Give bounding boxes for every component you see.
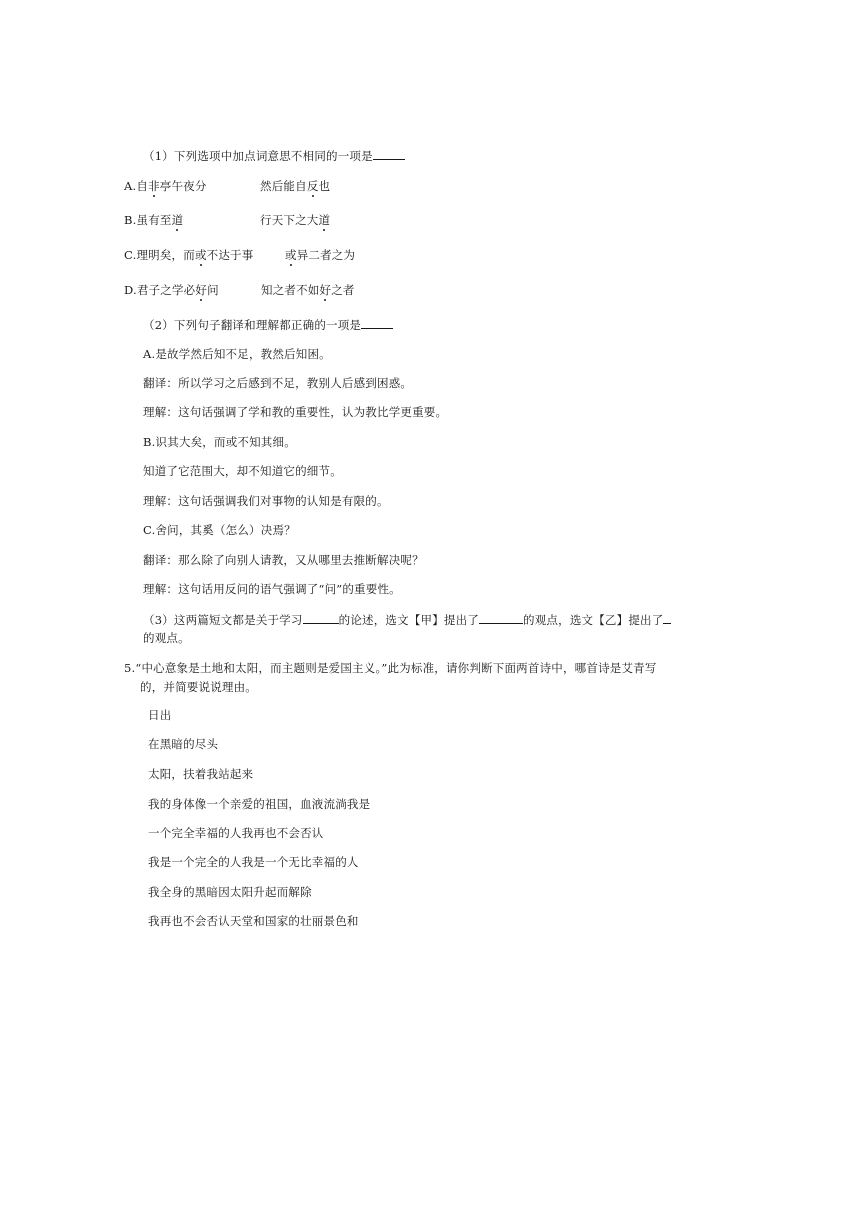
q3-line-2: 的观点。	[143, 631, 190, 645]
q2-stem-text: （2）下列句子翻译和理解都正确的一项是	[143, 318, 362, 332]
q1-stem-text: （1）下列选项中加点词意思不相同的一项是	[143, 149, 373, 163]
poem-line: 我的身体像一个亲爱的祖国，血液流淌我是	[148, 797, 371, 811]
q2-stem	[143, 316, 393, 333]
q1-option-d-left: D.君子之学必好问	[124, 283, 219, 297]
dotted-char: 或	[194, 248, 207, 262]
answer-blank	[479, 611, 523, 624]
poem-line: 在黑暗的尽头	[148, 737, 219, 751]
dotted-char: 好	[195, 283, 208, 297]
q2-line: 知道了它范围大，却不知道它的细节。	[143, 464, 342, 478]
q2-line: B.识其大矣，而或不知其细。	[143, 435, 296, 449]
q1-option-a-right: 然后能自反也	[260, 179, 331, 193]
poem-line: 我是一个完全的人我是一个无比幸福的人	[148, 855, 359, 869]
q1-option-d-right: 知之者不如好之者	[261, 283, 355, 297]
q2-line: 翻译：所以学习之后感到不足，教别人后感到困惑。	[143, 376, 413, 390]
q2-line: 翻译：那么除了向别人请教，又从哪里去推断解决呢？	[143, 553, 424, 567]
q1-option-c-right: 或异二者之为	[285, 248, 356, 262]
answer-blank	[361, 316, 393, 329]
poem-line: 我再也不会否认天堂和国家的壮丽景色和	[148, 914, 359, 928]
poem-line: 我全身的黑暗因太阳升起而解除	[148, 885, 312, 899]
poem-line: 太阳，扶着我站起来	[148, 767, 254, 781]
answer-blank	[663, 611, 671, 624]
q3-line: （3）这两篇短文都是关于学习 的论述，选文【甲】提出了 的观点，选文【乙】提出了	[143, 611, 671, 628]
q2-line: 理解：这句话强调了学和教的重要性，认为教比学更重要。	[143, 405, 448, 419]
dotted-char: 好	[319, 283, 332, 297]
dotted-char: 道	[318, 213, 331, 227]
q2-line: A.是故学然后知不足，教然后知困。	[143, 347, 331, 361]
q1-stem	[143, 147, 405, 164]
q1-option-a-left: A.自非亭午夜分	[124, 179, 207, 193]
answer-blank	[373, 147, 405, 160]
q5-line-2: 的，并简要说说理由。	[140, 680, 257, 694]
q1-option-b-right: 行天下之大道	[260, 213, 331, 227]
poem-line: 一个完全幸福的人我再也不会否认	[148, 826, 324, 840]
q1-option-c-left: C.理明矣，而或不达于事	[124, 248, 254, 262]
q1-option-b-left: B.虽有至道	[124, 213, 184, 227]
dotted-char: 或	[285, 248, 297, 262]
q2-line: 理解：这句话用反问的语气强调了“问”的重要性。	[143, 582, 401, 596]
dotted-char: 道	[171, 213, 184, 227]
q2-line: 理解：这句话强调我们对事物的认知是有限的。	[143, 494, 389, 508]
q2-line: C.舍问，其奚（怎么）决焉？	[143, 523, 296, 537]
poem-title: 日出	[148, 708, 172, 722]
q5-line-1: 5.“中心意象是土地和太阳，而主题则是爱国主义。”此为标准，请你判断下面两首诗中，哪首诗是艾青写	[124, 661, 657, 675]
dotted-char: 非	[148, 179, 160, 193]
answer-blank	[303, 611, 339, 624]
dotted-char: 反	[306, 179, 319, 193]
